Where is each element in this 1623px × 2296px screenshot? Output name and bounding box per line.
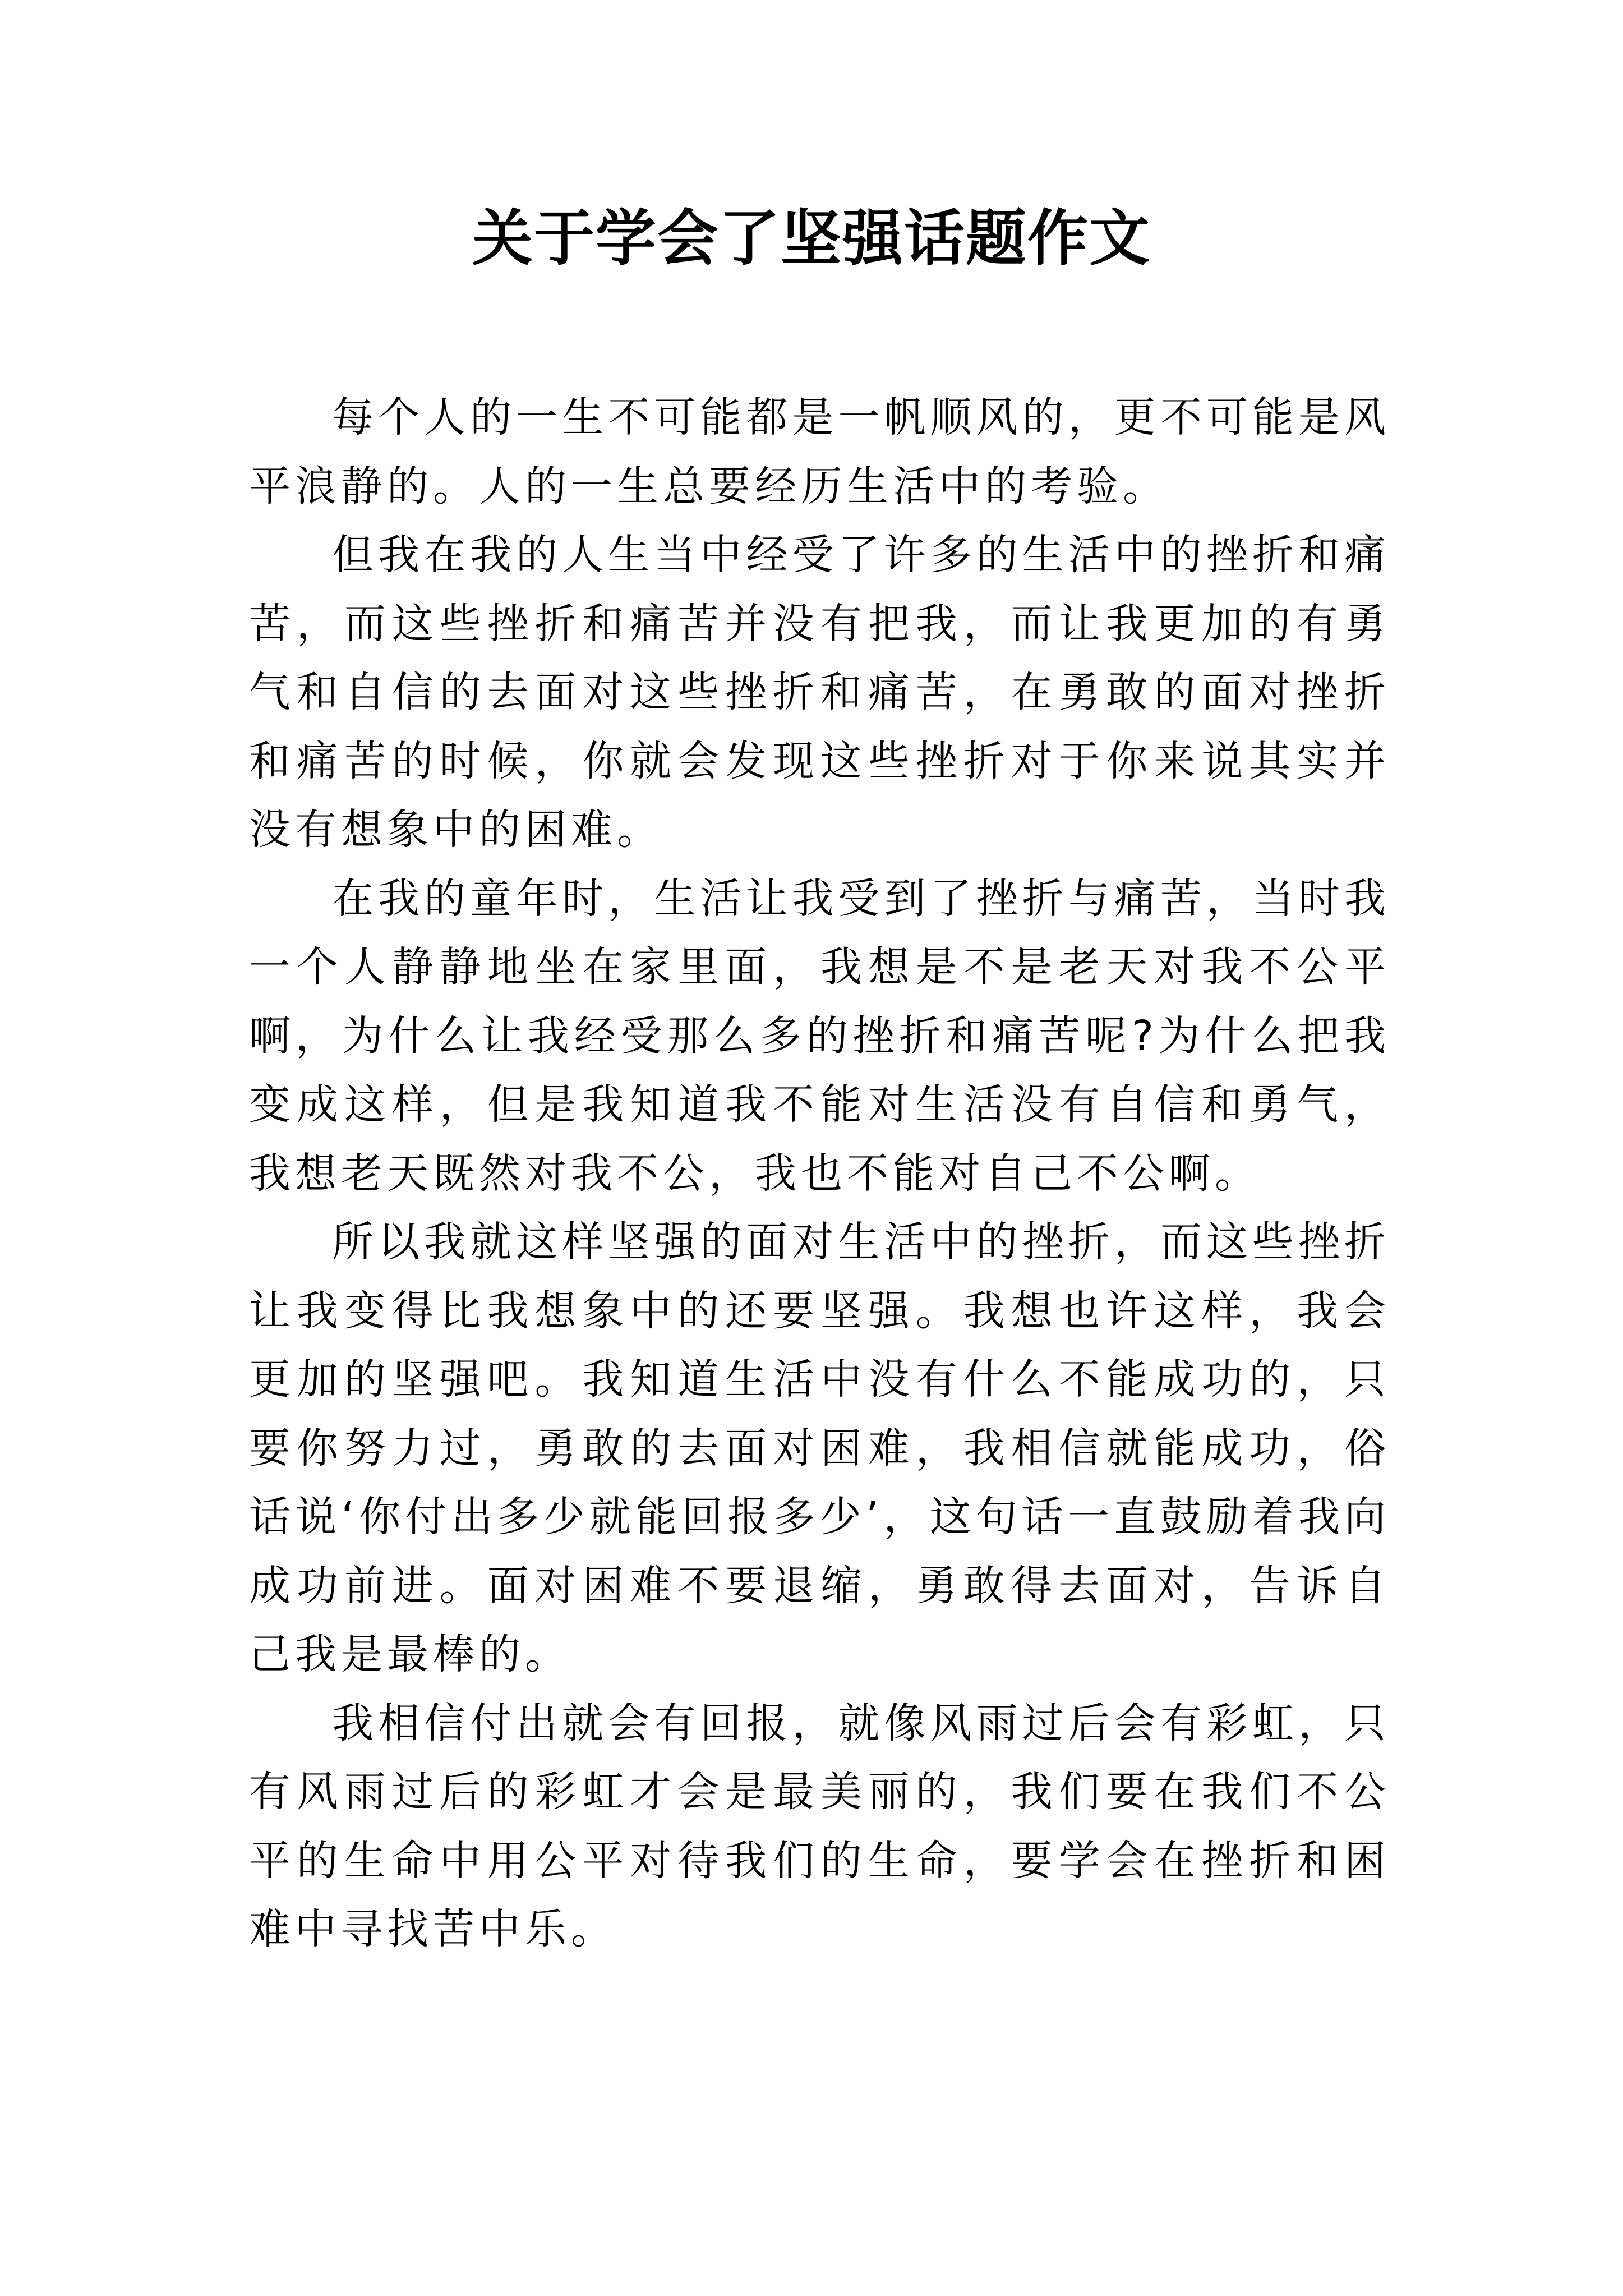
paragraph-2: 但我在我的人生当中经受了许多的生活中的挫折和痛苦，而这些挫折和痛苦并没有把我，而让我更加的有勇气和自信的去面对这些挫折和痛苦，在勇敢的面对挫折和痛苦的时候，你就会发现这些挫折对于你来说其实并没有想象中的困难。 — [249, 531, 1390, 854]
paragraph-4: 所以我就这样坚强的面对生活中的挫折，而这些挫折让我变得比我想象中的还要坚强。我想也许这样，我会更加的坚强吧。我知道生活中没有什么不能成功的，只要你努力过，勇敢的去面对困难，我相信就能成功，俗话说‘你付出多少就能回报多少’，这句话一直鼓励着我向成功前进。面对困难不要退缩，勇敢得去面对，告诉自己我是最棒的。 — [249, 1218, 1390, 1678]
paragraph-3: 在我的童年时，生活让我受到了挫折与痛苦，当时我一个人静静地坐在家里面，我想是不是老天对我不公平啊，为什么让我经受那么多的挫折和痛苦呢?为什么把我变成这样，但是我知道我不能对生活没有自信和勇气，我想老天既然对我不公，我也不能对自己不公啊。 — [249, 874, 1390, 1198]
document-body — [249, 383, 1390, 1964]
paragraph-5: 我相信付出就会有回报，就像风雨过后会有彩虹，只有风雨过后的彩虹才会是最美丽的，我们要在我们不公平的生命中用公平对待我们的生命，要学会在挫折和困难中寻找苦中乐。 — [249, 1699, 1390, 1953]
paragraph-1: 每个人的一生不可能都是一帆顺风的，更不可能是风平浪静的。人的一生总要经历生活中的考验。 — [249, 393, 1390, 510]
document-title: 关于学会了坚强话题作文 — [472, 203, 1151, 274]
